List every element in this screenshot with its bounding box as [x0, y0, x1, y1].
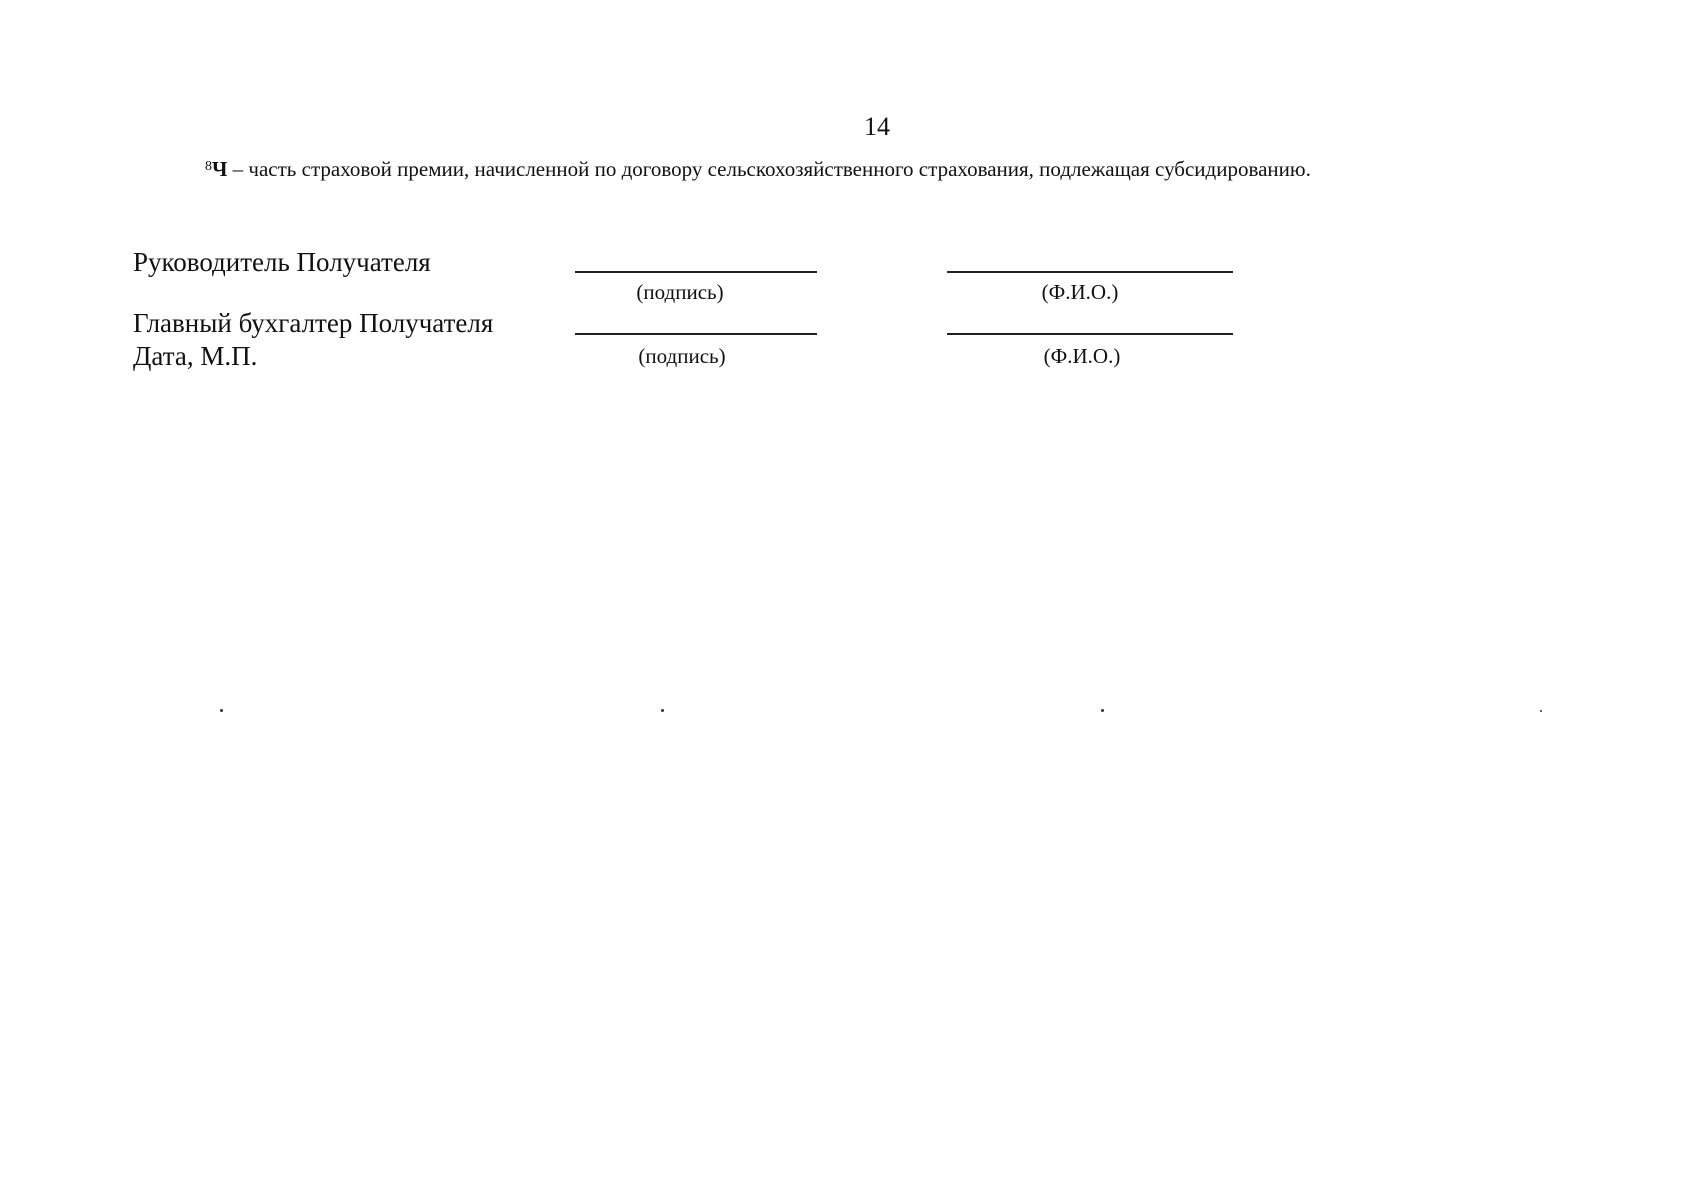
scan-dot: [1101, 709, 1104, 712]
footnote-symbol: Ч: [212, 157, 228, 181]
accountant-label: Главный бухгалтер Получателя: [133, 308, 494, 338]
footnote-text: – часть страховой премии, начисленной по договору сельскохозяйственного страхования, подлежащая субсидированию.: [227, 157, 1311, 181]
scan-dot: [220, 709, 223, 712]
head-name-line: [947, 271, 1233, 273]
accountant-signature-caption: (подпись): [638, 344, 726, 368]
head-signature-line: [575, 271, 817, 273]
accountant-name-caption: (Ф.И.О.): [1043, 344, 1121, 368]
head-name-caption: (Ф.И.О.): [1041, 280, 1119, 304]
footnote: [205, 156, 1311, 182]
date-stamp-label: Дата, М.П.: [133, 341, 258, 371]
accountant-signature-line: [575, 333, 817, 335]
footnote-marker: 8: [205, 159, 212, 174]
accountant-name-line: [947, 333, 1233, 335]
page-number: 14: [864, 112, 890, 141]
head-label: Руководитель Получателя: [133, 247, 431, 277]
head-signature-caption: (подпись): [636, 280, 724, 304]
scan-dot: [1540, 710, 1542, 712]
scan-dot: [661, 709, 664, 712]
